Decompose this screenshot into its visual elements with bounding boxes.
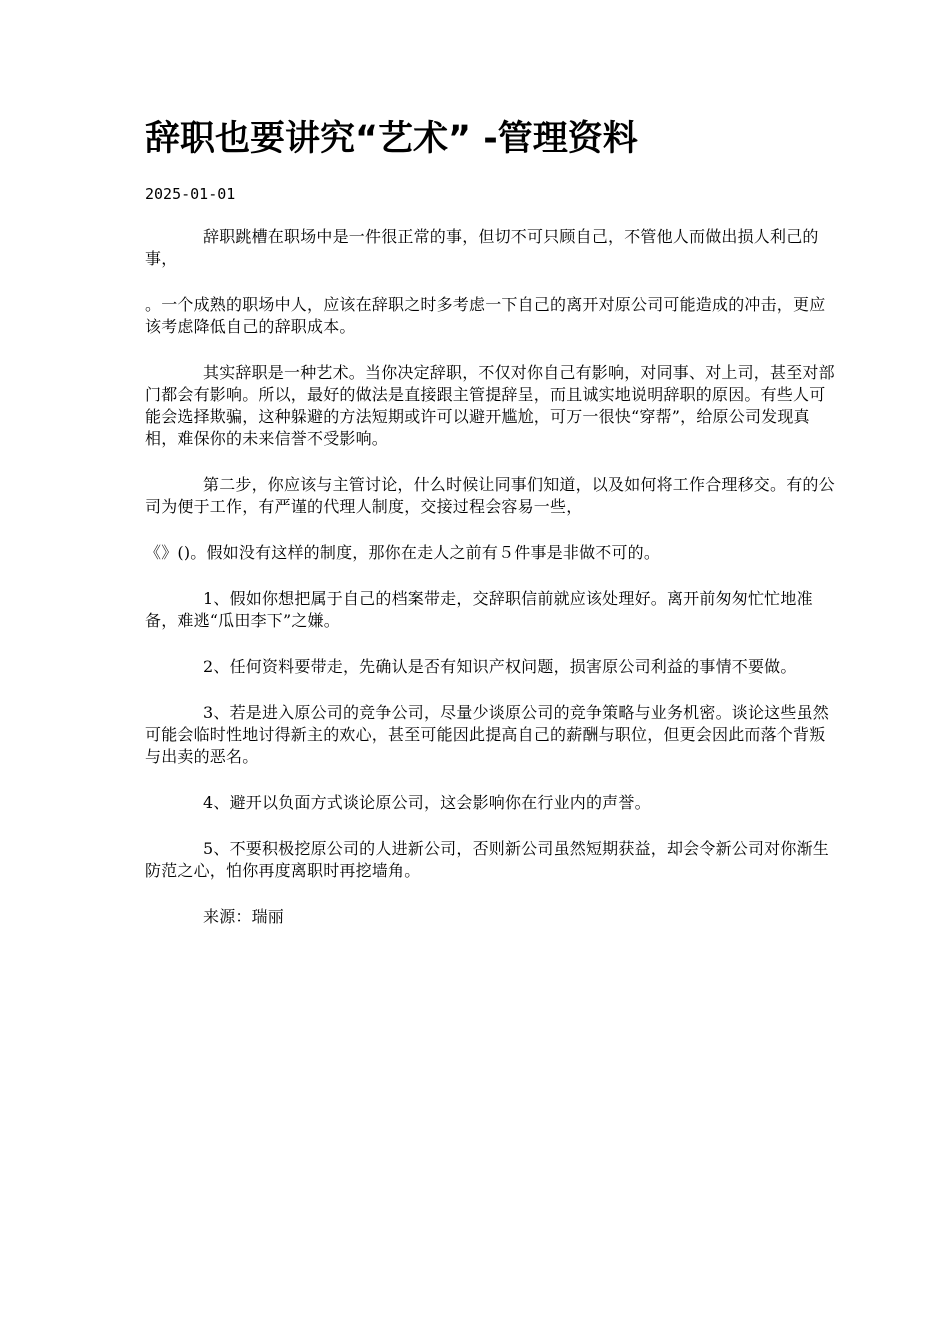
publish-date: 2025-01-01 <box>145 185 236 203</box>
list-item-1: 1、假如你想把属于自己的档案带走，交辞职信前就应该处理好。离开前匆匆忙忙地准备，难逃“瓜田李下”之嫌。 <box>145 589 813 630</box>
paragraph: 《》()。假如没有这样的制度，那你在走人之前有５件事是非做不可的。 <box>145 543 661 562</box>
paragraph: 第二步，你应该与主管讨论，什么时候让同事们知道，以及如何将工作合理移交。有的公司为便于工作，有严谨的代理人制度，交接过程会容易一些， <box>145 475 835 516</box>
list-item-3: 3、若是进入原公司的竞争公司，尽量少谈原公司的竞争策略与业务机密。谈论这些虽然可能会临时性地讨得新主的欢心，甚至可能因此提高自己的薪酬与职位，但更会因此而落个背叛与出卖的恶名。 <box>145 703 829 766</box>
source-line: 来源：瑞丽 <box>203 907 285 926</box>
paragraph: 辞职跳槽在职场中是一件很正常的事，但切不可只顾自己，不管他人而做出损人利己的事， <box>145 227 819 268</box>
list-item-5: 5、不要积极挖原公司的人进新公司，否则新公司虽然短期获益，却会令新公司对你渐生防范之心，怕你再度离职时再挖墙角。 <box>145 839 829 880</box>
list-item-2: 2、任何资料要带走，先确认是否有知识产权问题，损害原公司利益的事情不要做。 <box>203 657 797 676</box>
paragraph: 其实辞职是一种艺术。当你决定辞职，不仅对你自己有影响，对同事、对上司，甚至对部门都会有影响。所以，最好的做法是直接跟主管提辞呈，而且诚实地说明辞职的原因。有些人可能会选择欺骗，这种躲避的方法短期或许可以避开尴尬，可万一很快“穿帮”，给原公司发现真相，难保你的未来信誉不受影响。 <box>145 363 835 448</box>
list-item-4: 4、避开以负面方式谈论原公司，这会影响你在行业内的声誉。 <box>203 793 651 812</box>
page-title: 辞职也要讲究“艺术” -管理资料 <box>145 119 638 159</box>
article-body <box>145 226 835 952</box>
paragraph: 。一个成熟的职场中人，应该在辞职之时多考虑一下自己的离开对原公司可能造成的冲击，更应该考虑降低自己的辞职成本。 <box>145 295 826 336</box>
